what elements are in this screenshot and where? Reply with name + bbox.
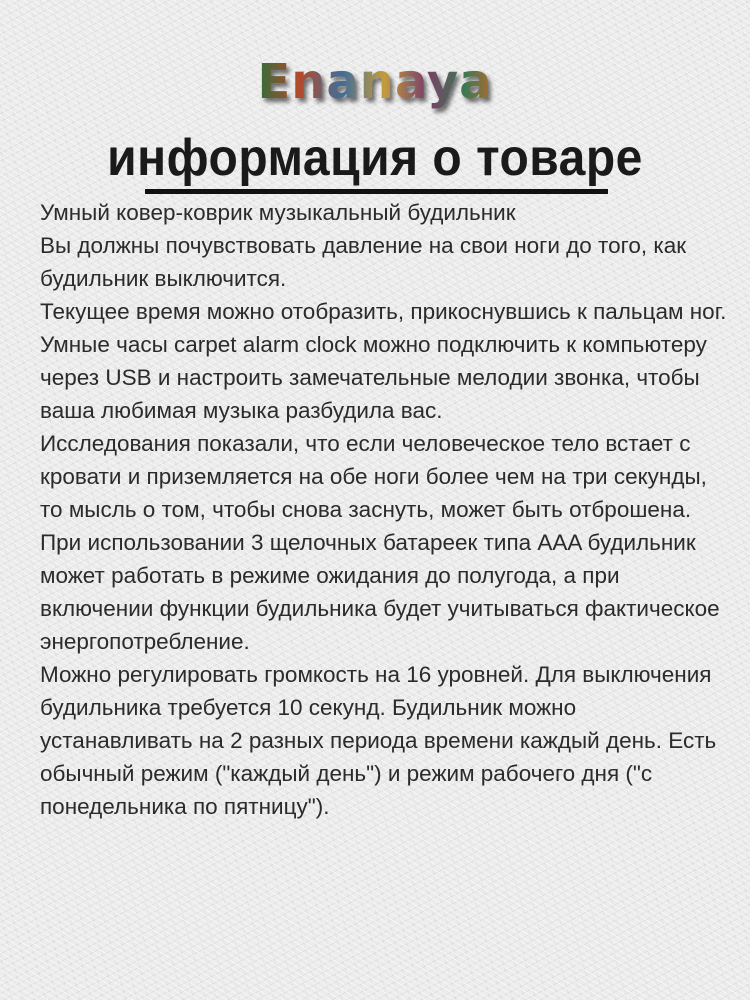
brand-logo: Enanaya <box>257 54 493 110</box>
product-description <box>40 196 730 823</box>
title-underline <box>145 189 608 194</box>
brand-header <box>0 52 750 122</box>
page-title: информация о товаре <box>107 129 643 188</box>
description-paragraph: Текущее время можно отобразить, прикоснувшись к пальцам ног. <box>40 299 727 324</box>
description-paragraph: Вы должны почувствовать давление на свои ноги до того, как будильник выключится. <box>40 233 687 291</box>
description-paragraph: При использовании 3 щелочных батареек типа AAA будильник может работать в режиме ожидания до полугода, а при включении функции будильника будет учитываться фактическое энергопотребление. <box>40 530 720 654</box>
description-paragraph: Исследования показали, что если человеческое тело встает с кровати и приземляется на обе ноги более чем на три секунды, то мысль о том, чтобы снова заснуть, может быть отброшена. <box>40 431 707 522</box>
description-paragraph: Можно регулировать громкость на 16 уровней. Для выключения будильника требуется 10 секунд. Будильник можно устанавливать на 2 разных периода времени каждый день. Есть обычный режим ("каждый день") и режим рабочего дня ("с понедельника по пятницу"). <box>40 662 717 819</box>
description-paragraph: Умный ковер-коврик музыкальный будильник <box>40 200 516 225</box>
description-paragraph: Умные часы carpet alarm clock можно подключить к компьютеру через USB и настроить замечательные мелодии звонка, чтобы ваша любимая музыка разбудила вас. <box>40 332 707 423</box>
